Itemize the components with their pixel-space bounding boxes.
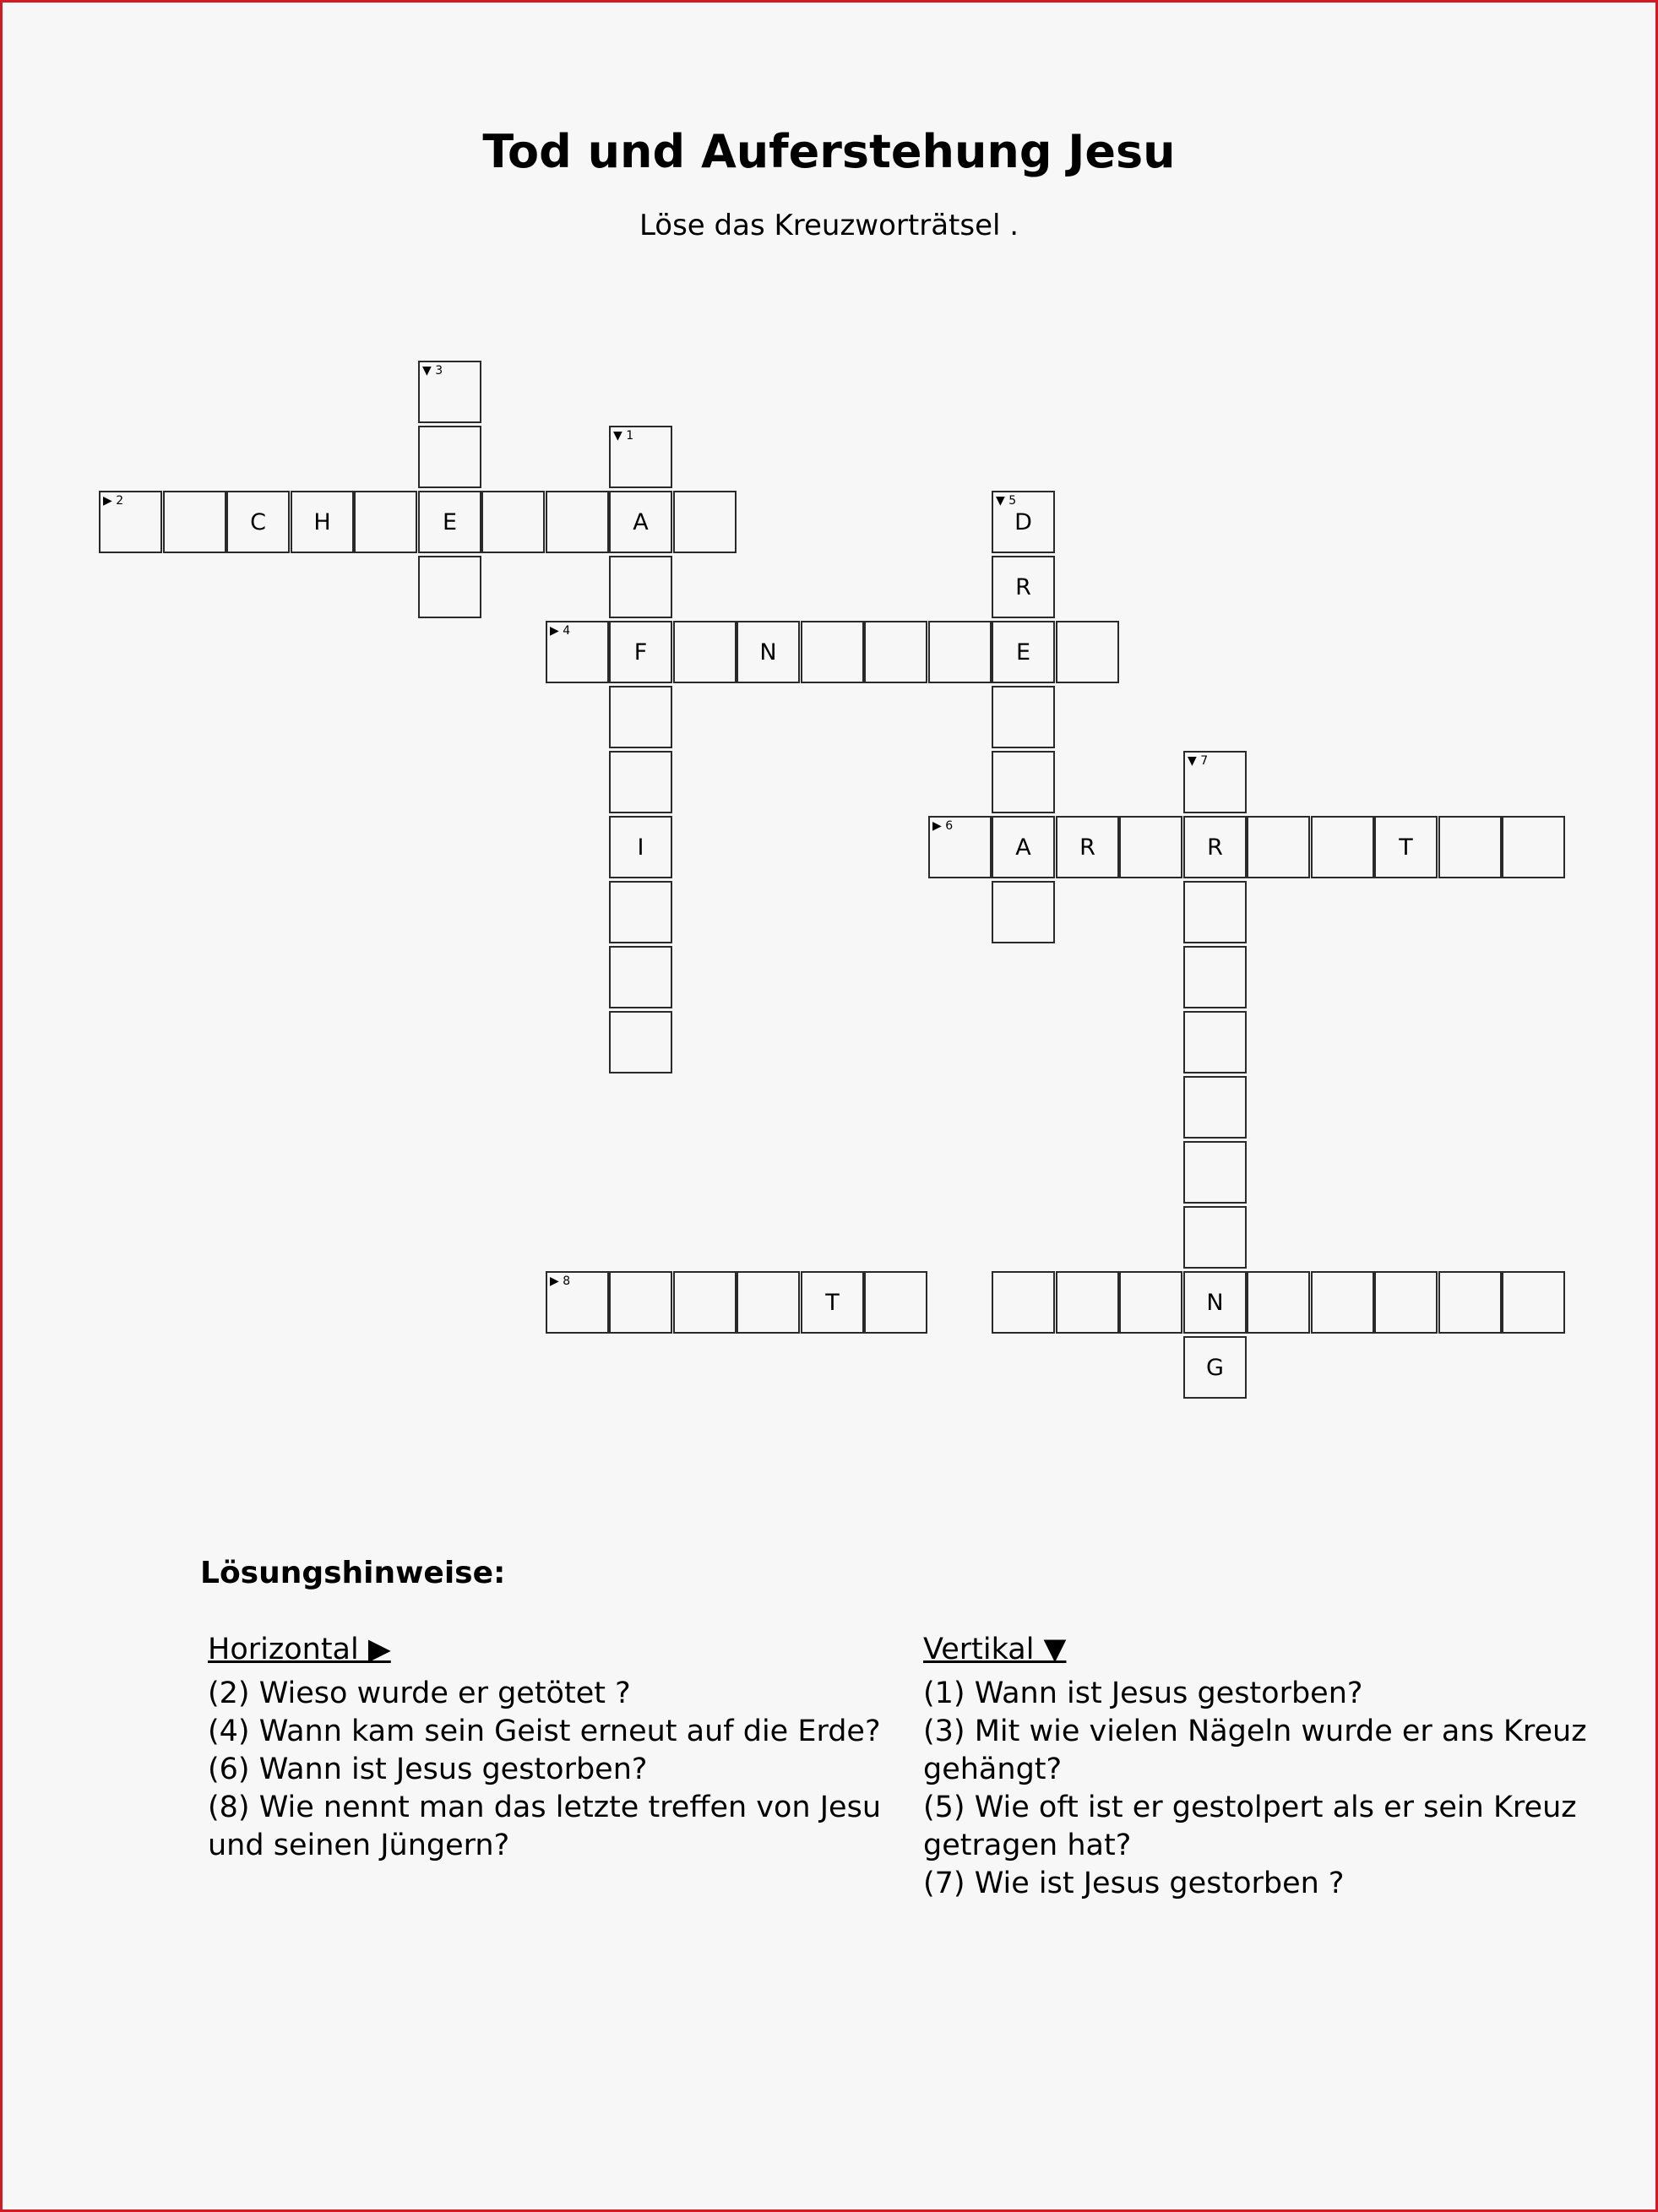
crossword-cell[interactable] bbox=[864, 621, 927, 683]
clue-number: ▼ 7 bbox=[1188, 754, 1209, 768]
clue-horizontal-4: (4) Wann kam sein Geist erneut auf die Erde? bbox=[208, 1715, 881, 1748]
crossword-cell[interactable] bbox=[928, 816, 992, 878]
clue-horizontal-2: (2) Wieso wurde er getötet ? bbox=[208, 1677, 631, 1710]
crossword-cell[interactable] bbox=[737, 621, 800, 683]
cell-letter: E bbox=[1015, 639, 1031, 666]
crossword-cell[interactable] bbox=[1247, 816, 1310, 878]
cell-letter: E bbox=[442, 509, 458, 535]
cell-letter: N bbox=[1206, 1290, 1224, 1316]
crossword-cell[interactable] bbox=[1502, 1271, 1565, 1334]
clue-vertical-7: (7) Wie ist Jesus gestorben ? bbox=[923, 1867, 1345, 1900]
cell-letter: A bbox=[1015, 834, 1031, 861]
crossword-cell[interactable] bbox=[1247, 1271, 1310, 1334]
crossword-cell[interactable] bbox=[1183, 1206, 1247, 1269]
crossword-cell[interactable] bbox=[609, 1011, 672, 1073]
crossword-cell[interactable] bbox=[1183, 881, 1247, 943]
cell-letter: R bbox=[1207, 834, 1223, 861]
cell-letter: R bbox=[1079, 834, 1095, 861]
crossword-cell[interactable] bbox=[418, 426, 481, 488]
cell-letter: A bbox=[633, 509, 649, 535]
crossword-cell[interactable] bbox=[1311, 1271, 1374, 1334]
crossword-cell[interactable] bbox=[354, 491, 417, 553]
crossword-cell[interactable] bbox=[1056, 1271, 1119, 1334]
clue-vertical-1: (1) Wann ist Jesus gestorben? bbox=[923, 1677, 1363, 1710]
crossword-cell[interactable] bbox=[1438, 816, 1502, 878]
crossword-cell[interactable] bbox=[1119, 816, 1182, 878]
page-title: Tod und Auferstehung Jesu bbox=[482, 125, 1176, 178]
crossword-cell[interactable] bbox=[1183, 946, 1247, 1008]
crossword-cell[interactable] bbox=[737, 1271, 800, 1334]
crossword-cell[interactable] bbox=[1056, 621, 1119, 683]
crossword-cell[interactable] bbox=[609, 946, 672, 1008]
cell-letter: R bbox=[1015, 574, 1031, 601]
clue-number: ▶ 8 bbox=[550, 1274, 571, 1288]
cell-letter: H bbox=[313, 509, 331, 535]
horizontal-clues bbox=[208, 1629, 909, 1865]
crossword-cell[interactable] bbox=[291, 491, 354, 553]
crossword-cell[interactable] bbox=[1183, 1011, 1247, 1073]
clue-number: ▶ 4 bbox=[550, 624, 571, 638]
crossword-cell[interactable] bbox=[99, 491, 162, 553]
crossword-cell[interactable] bbox=[1183, 816, 1247, 878]
crossword-cell[interactable] bbox=[992, 1271, 1055, 1334]
crossword-cell[interactable] bbox=[609, 556, 672, 618]
crossword-cell[interactable] bbox=[1374, 1271, 1438, 1334]
cell-letter: T bbox=[1399, 834, 1413, 861]
crossword-cell[interactable] bbox=[226, 491, 290, 553]
crossword-cell[interactable] bbox=[609, 816, 672, 878]
crossword-cell[interactable] bbox=[992, 751, 1055, 813]
vertical-clues-heading: Vertikal ▼ bbox=[923, 1633, 1067, 1666]
cell-letter: I bbox=[637, 834, 644, 861]
clue-vertical-5: (5) Wie oft ist er gestolpert als er sein Kreuz getragen hat? bbox=[923, 1791, 1577, 1862]
cell-letter: N bbox=[759, 639, 777, 666]
crossword-cell[interactable] bbox=[418, 556, 481, 618]
crossword-cell[interactable] bbox=[418, 361, 481, 423]
crossword-cell[interactable] bbox=[992, 491, 1055, 553]
crossword-cell[interactable] bbox=[1183, 1271, 1247, 1334]
clue-horizontal-6: (6) Wann ist Jesus gestorben? bbox=[208, 1753, 648, 1786]
crossword-cell[interactable] bbox=[992, 556, 1055, 618]
crossword-cell[interactable] bbox=[673, 621, 737, 683]
crossword-grid bbox=[3, 3, 1658, 1438]
clue-number: ▼ 5 bbox=[996, 494, 1017, 508]
hints-heading: Lösungshinweise: bbox=[200, 1556, 506, 1590]
crossword-cell[interactable] bbox=[609, 1271, 672, 1334]
crossword-cell[interactable] bbox=[928, 621, 992, 683]
crossword-cell[interactable] bbox=[609, 621, 672, 683]
crossword-cell[interactable] bbox=[609, 686, 672, 748]
crossword-cell[interactable] bbox=[801, 621, 864, 683]
horizontal-clues-heading: Horizontal ▶ bbox=[208, 1633, 391, 1666]
crossword-cell[interactable] bbox=[163, 491, 226, 553]
crossword-cell[interactable] bbox=[546, 1271, 609, 1334]
crossword-cell[interactable] bbox=[673, 491, 737, 553]
clue-vertical-3: (3) Mit wie vielen Nägeln wurde er ans Kreuz gehängt? bbox=[923, 1715, 1587, 1786]
crossword-cell[interactable] bbox=[992, 621, 1055, 683]
clue-number: ▶ 6 bbox=[932, 819, 954, 833]
crossword-cell[interactable] bbox=[1502, 816, 1565, 878]
crossword-cell[interactable] bbox=[1183, 1336, 1247, 1399]
cell-letter: D bbox=[1014, 509, 1032, 535]
clue-number: ▼ 3 bbox=[422, 364, 443, 378]
crossword-cell[interactable] bbox=[546, 621, 609, 683]
clue-number: ▶ 2 bbox=[103, 494, 124, 508]
crossword-cell[interactable] bbox=[1119, 1271, 1182, 1334]
crossword-cell[interactable] bbox=[1183, 1141, 1247, 1204]
cell-letter: C bbox=[250, 509, 266, 535]
clue-number: ▼ 1 bbox=[613, 429, 634, 443]
crossword-cell[interactable] bbox=[1311, 816, 1374, 878]
crossword-cell[interactable] bbox=[1183, 1076, 1247, 1139]
vertical-clues bbox=[923, 1629, 1624, 1903]
crossword-cell[interactable] bbox=[801, 1271, 864, 1334]
cell-letter: F bbox=[633, 639, 648, 666]
cell-letter: G bbox=[1206, 1355, 1224, 1381]
page-subtitle: Löse das Kreuzworträtsel . bbox=[639, 209, 1019, 242]
crossword-cell[interactable] bbox=[992, 816, 1055, 878]
crossword-cell[interactable] bbox=[992, 881, 1055, 943]
crossword-cell[interactable] bbox=[546, 491, 609, 553]
crossword-cell[interactable] bbox=[1056, 816, 1119, 878]
crossword-cell[interactable] bbox=[864, 1271, 927, 1334]
crossword-cell[interactable] bbox=[992, 686, 1055, 748]
crossword-cell[interactable] bbox=[481, 491, 545, 553]
crossword-cell[interactable] bbox=[418, 491, 481, 553]
crossword-cell[interactable] bbox=[1374, 816, 1438, 878]
crossword-cell[interactable] bbox=[609, 881, 672, 943]
crossword-cell[interactable] bbox=[609, 751, 672, 813]
crossword-cell[interactable] bbox=[673, 1271, 737, 1334]
clue-horizontal-8: (8) Wie nennt man das letzte treffen von Jesu und seinen Jüngern? bbox=[208, 1791, 882, 1862]
crossword-cell[interactable] bbox=[609, 491, 672, 553]
crossword-cell[interactable] bbox=[609, 426, 672, 488]
crossword-cell[interactable] bbox=[1438, 1271, 1502, 1334]
crossword-cell[interactable] bbox=[1183, 751, 1247, 813]
cell-letter: T bbox=[825, 1290, 840, 1316]
